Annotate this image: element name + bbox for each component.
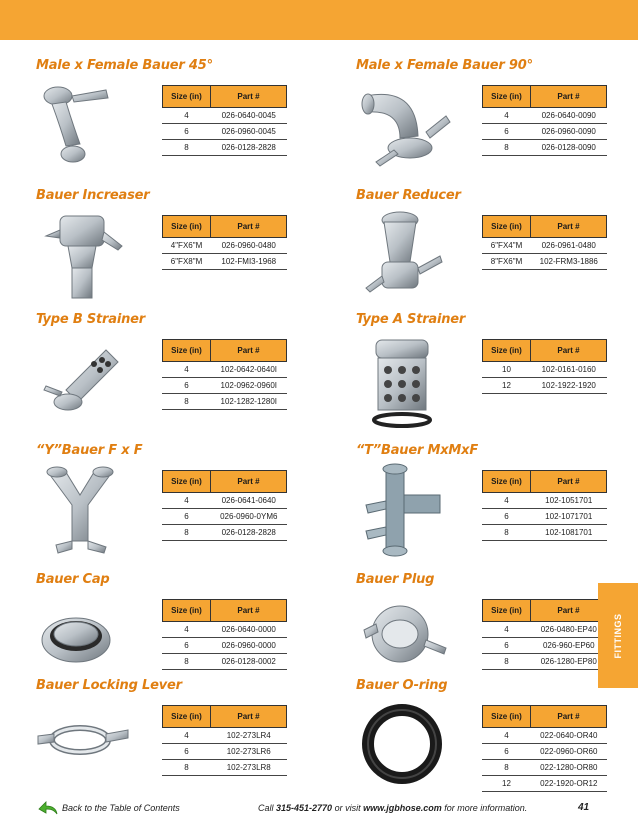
table-row [163, 254, 287, 270]
part-number-cell[interactable]: 026-0480-EP40 [531, 622, 607, 638]
column-header-size: Size (in) [163, 706, 211, 728]
table-header-row [483, 471, 607, 493]
table-header-row [163, 600, 287, 622]
size-cell: 4 [163, 622, 211, 638]
section-title: Bauer Increaser [36, 188, 150, 203]
bauer-reducer-icon [356, 206, 466, 306]
part-number-cell[interactable]: 102-0161-0160 [531, 362, 607, 378]
page-footer [0, 795, 638, 821]
table-header-row [163, 706, 287, 728]
size-cell: 6 [163, 378, 211, 394]
part-number-cell[interactable]: 022-0960-OR60 [531, 744, 607, 760]
table-row [163, 525, 287, 541]
bauer-45-elbow-icon [36, 76, 146, 176]
page-number: 41 [578, 802, 590, 813]
type-b-strainer-icon [36, 330, 146, 430]
column-header-part: Part # [211, 600, 287, 622]
table-header-row [483, 600, 607, 622]
part-number-cell[interactable]: 102-273LR8 [211, 760, 287, 776]
table-row [163, 654, 287, 670]
parts-table [482, 215, 607, 270]
column-header-size: Size (in) [483, 471, 531, 493]
size-cell: 4 [483, 108, 531, 124]
size-cell: 8 [483, 140, 531, 156]
column-header-size: Size (in) [483, 600, 531, 622]
part-number-cell[interactable]: 026-0961-0480 [531, 238, 607, 254]
size-cell: 8 [163, 394, 211, 410]
size-cell: 6"FX4"M [483, 238, 531, 254]
column-header-part: Part # [531, 471, 607, 493]
part-number-cell[interactable]: 026-0960-0000 [211, 638, 287, 654]
back-arrow-icon[interactable] [36, 797, 60, 817]
size-cell: 12 [483, 378, 531, 394]
table-row [163, 362, 287, 378]
size-cell: 6 [163, 124, 211, 140]
column-header-size: Size (in) [163, 86, 211, 108]
part-number-cell[interactable]: 102-1071701 [531, 509, 607, 525]
table-row [163, 108, 287, 124]
table-header-row [483, 706, 607, 728]
table-row [163, 140, 287, 156]
size-cell: 8 [163, 140, 211, 156]
bauer-locking-lever-icon [36, 696, 146, 796]
column-header-size: Size (in) [483, 706, 531, 728]
size-cell: 4 [483, 493, 531, 509]
size-cell: 8 [163, 654, 211, 670]
contact-middle: or visit [332, 803, 364, 813]
size-cell: 6 [483, 124, 531, 140]
table-row [163, 509, 287, 525]
header-bar [0, 0, 638, 40]
table-header-row [483, 340, 607, 362]
size-cell: 6 [483, 509, 531, 525]
product-section [356, 58, 638, 168]
part-number-cell[interactable]: 102-273LR4 [211, 728, 287, 744]
product-section [356, 188, 638, 298]
size-cell: 4 [163, 108, 211, 124]
column-header-part: Part # [531, 340, 607, 362]
table-row [163, 622, 287, 638]
section-title: Bauer Cap [36, 572, 110, 587]
table-header-row [163, 340, 287, 362]
table-row [483, 254, 607, 270]
size-cell: 4 [163, 493, 211, 509]
part-number-cell[interactable]: 026-0641-0640 [211, 493, 287, 509]
table-header-row [163, 471, 287, 493]
table-row [483, 140, 607, 156]
back-to-toc-link[interactable]: Back to the Table of Contents [62, 803, 180, 813]
bauer-o-ring-icon [356, 696, 466, 796]
column-header-part: Part # [531, 706, 607, 728]
section-title: Type B Strainer [36, 312, 145, 327]
part-number-cell[interactable]: 102-1922-1920 [531, 378, 607, 394]
parts-table [482, 85, 607, 156]
size-cell: 6"FX8"M [163, 254, 211, 270]
product-section [356, 443, 638, 553]
size-cell: 6 [163, 744, 211, 760]
size-cell: 8 [163, 525, 211, 541]
table-row [483, 124, 607, 140]
section-title: “Y”Bauer F x F [36, 443, 143, 458]
table-header-row [483, 216, 607, 238]
bauer-cap-icon [36, 590, 146, 690]
contact-line [258, 803, 527, 813]
product-section [36, 58, 336, 168]
table-row [483, 760, 607, 776]
size-cell: 8 [483, 760, 531, 776]
section-title: Bauer Plug [356, 572, 435, 587]
part-number-cell[interactable]: 026-0960-0045 [211, 124, 287, 140]
parts-table [162, 339, 287, 410]
column-header-size: Size (in) [163, 471, 211, 493]
column-header-size: Size (in) [483, 340, 531, 362]
part-number-cell[interactable]: 022-1920-OR12 [531, 776, 607, 792]
size-cell: 6 [483, 638, 531, 654]
column-header-size: Size (in) [163, 216, 211, 238]
part-number-cell[interactable]: 022-0640-OR40 [531, 728, 607, 744]
size-cell: 8 [483, 525, 531, 541]
size-cell: 4 [163, 362, 211, 378]
table-row [483, 525, 607, 541]
table-row [483, 744, 607, 760]
t-bauer-icon [356, 461, 466, 561]
table-row [163, 744, 287, 760]
table-row [483, 728, 607, 744]
bauer-90-elbow-icon [356, 76, 466, 176]
part-number-cell[interactable]: 026-0960-0480 [211, 238, 287, 254]
section-title: Type A Strainer [356, 312, 466, 327]
product-section [36, 572, 336, 682]
part-number-cell[interactable]: 022-1280-OR80 [531, 760, 607, 776]
section-title: Bauer O-ring [356, 678, 448, 693]
size-cell: 6 [163, 638, 211, 654]
section-title: Male x Female Bauer 45° [36, 58, 213, 73]
part-number-cell[interactable]: 102-0962-0960I [211, 378, 287, 394]
part-number-cell[interactable]: 026-0128-2828 [211, 525, 287, 541]
parts-table [482, 470, 607, 541]
section-title: Bauer Reducer [356, 188, 461, 203]
product-section [36, 188, 336, 298]
contact-suffix: for more information. [441, 803, 528, 813]
contact-prefix: Call [258, 803, 277, 813]
column-header-part: Part # [211, 216, 287, 238]
part-number-cell[interactable]: 102-1081701 [531, 525, 607, 541]
table-row [163, 728, 287, 744]
column-header-size: Size (in) [163, 340, 211, 362]
table-row [163, 124, 287, 140]
part-number-cell[interactable]: 026-0960-0YM6 [211, 509, 287, 525]
table-row [483, 378, 607, 394]
table-row [483, 108, 607, 124]
part-number-cell[interactable]: 102-0642-0640I [211, 362, 287, 378]
product-section [356, 312, 638, 422]
column-header-part: Part # [531, 86, 607, 108]
product-section [36, 678, 336, 788]
column-header-part: Part # [211, 706, 287, 728]
part-number-cell[interactable]: 102-273LR6 [211, 744, 287, 760]
size-cell: 10 [483, 362, 531, 378]
table-row [163, 760, 287, 776]
size-cell: 8"FX6"M [483, 254, 531, 270]
product-section [356, 572, 638, 682]
part-number-cell[interactable]: 026-0960-0090 [531, 124, 607, 140]
parts-table [482, 705, 607, 792]
size-cell: 12 [483, 776, 531, 792]
column-header-size: Size (in) [483, 216, 531, 238]
product-section [36, 443, 336, 553]
size-cell: 4 [163, 728, 211, 744]
table-row [483, 493, 607, 509]
size-cell: 4 [483, 622, 531, 638]
table-row [163, 378, 287, 394]
table-row [163, 238, 287, 254]
parts-table [162, 85, 287, 156]
size-cell: 4 [483, 728, 531, 744]
table-header-row [163, 216, 287, 238]
table-row [163, 394, 287, 410]
column-header-part: Part # [211, 86, 287, 108]
product-section [356, 678, 638, 788]
type-a-strainer-icon [356, 330, 466, 430]
parts-table [482, 339, 607, 394]
part-number-cell[interactable]: 026-0640-0090 [531, 108, 607, 124]
part-number-cell[interactable]: 026-0128-0090 [531, 140, 607, 156]
size-cell: 8 [483, 654, 531, 670]
table-row [163, 493, 287, 509]
part-number-cell[interactable]: 026-0128-2828 [211, 140, 287, 156]
part-number-cell[interactable]: 026-0128-0002 [211, 654, 287, 670]
size-cell: 6 [483, 744, 531, 760]
table-header-row [163, 86, 287, 108]
table-row [483, 362, 607, 378]
table-header-row [483, 86, 607, 108]
part-number-cell[interactable]: 102-FRM3-1886 [531, 254, 607, 270]
column-header-part: Part # [531, 216, 607, 238]
column-header-part: Part # [211, 471, 287, 493]
table-row [483, 638, 607, 654]
table-row [163, 638, 287, 654]
bauer-increaser-icon [36, 206, 146, 306]
table-row [483, 776, 607, 792]
size-cell: 6 [163, 509, 211, 525]
size-cell: 4"FX6"M [163, 238, 211, 254]
column-header-size: Size (in) [483, 86, 531, 108]
size-cell: 8 [163, 760, 211, 776]
table-row [483, 238, 607, 254]
parts-table [162, 705, 287, 776]
side-tab-label: FITTINGS [613, 613, 623, 658]
bauer-plug-icon [356, 590, 466, 690]
part-number-cell[interactable]: 102-FMI3-1968 [211, 254, 287, 270]
table-row [483, 509, 607, 525]
section-title: “T”Bauer MxMxF [356, 443, 479, 458]
section-title: Male x Female Bauer 90° [356, 58, 533, 73]
parts-table [162, 470, 287, 541]
column-header-size: Size (in) [163, 600, 211, 622]
column-header-part: Part # [531, 600, 607, 622]
part-number-cell[interactable]: 102-1051701 [531, 493, 607, 509]
parts-table [162, 599, 287, 670]
section-title: Bauer Locking Lever [36, 678, 182, 693]
website-link[interactable]: www.jgbhose.com [363, 803, 442, 813]
column-header-part: Part # [211, 340, 287, 362]
part-number-cell[interactable]: 102-1282-1280I [211, 394, 287, 410]
part-number-cell[interactable]: 026-0640-0045 [211, 108, 287, 124]
product-section [36, 312, 336, 422]
parts-table [482, 599, 607, 670]
parts-table [162, 215, 287, 270]
part-number-cell[interactable]: 026-1280-EP80 [531, 654, 607, 670]
table-row [483, 622, 607, 638]
part-number-cell[interactable]: 026-960-EP60 [531, 638, 607, 654]
table-row [483, 654, 607, 670]
fittings-side-tab[interactable] [598, 583, 638, 688]
part-number-cell[interactable]: 026-0640-0000 [211, 622, 287, 638]
phone-number[interactable]: 315-451-2770 [276, 803, 333, 813]
y-bauer-icon [36, 461, 146, 561]
